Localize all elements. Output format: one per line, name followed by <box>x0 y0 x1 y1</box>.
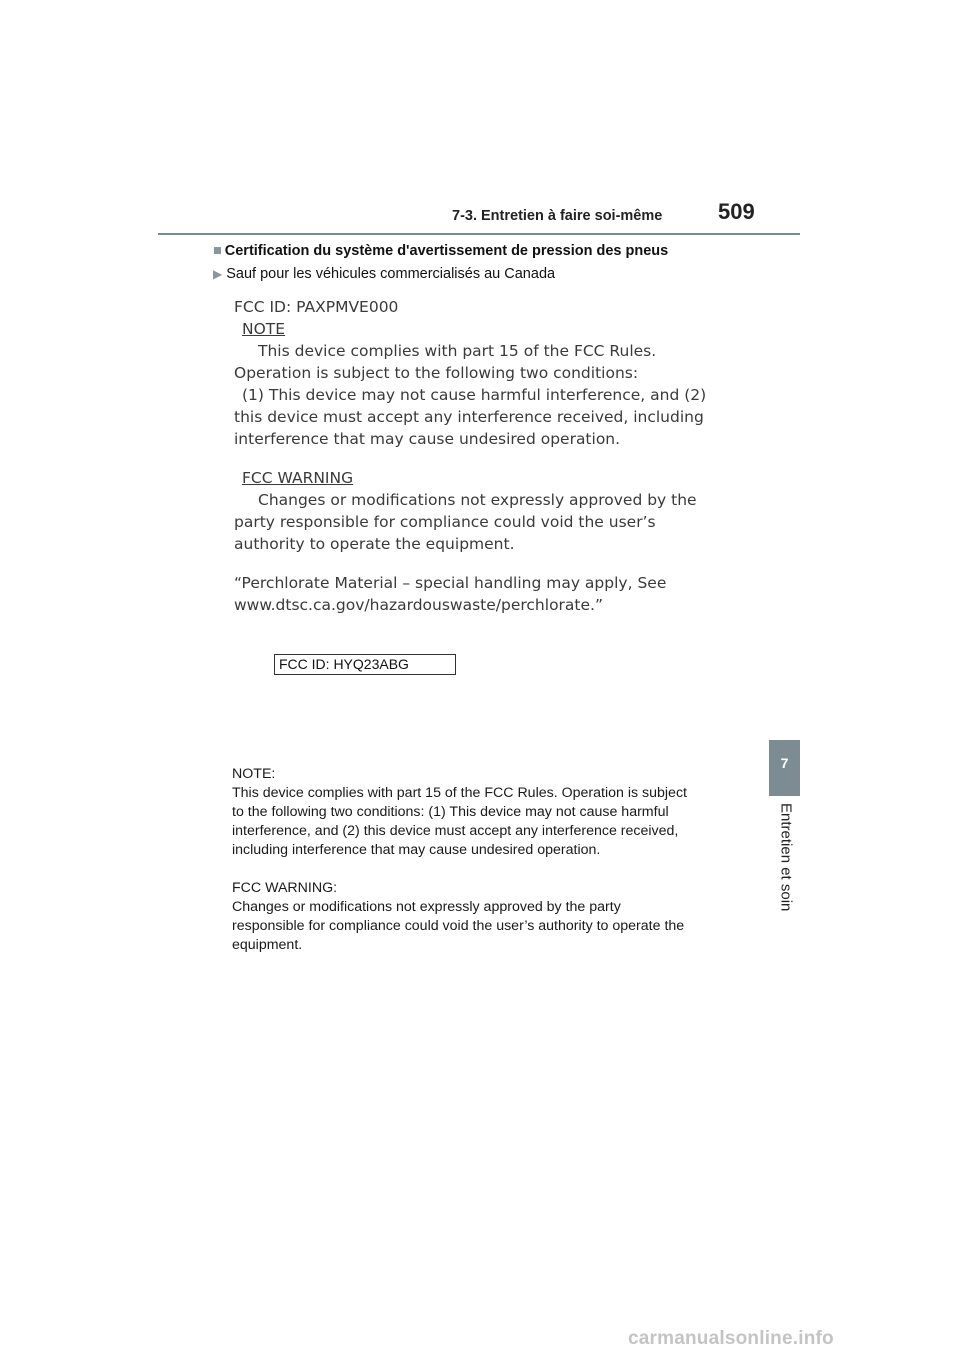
warning-line: equipment. <box>232 937 303 953</box>
note-line: Operation is subject to the following two conditions: <box>234 364 639 382</box>
note-line: interference that may cause undesired operation. <box>234 430 621 448</box>
warning-line: party responsible for compliance could void the user’s <box>234 513 656 531</box>
triangle-bullet-icon: ▶ <box>213 267 223 281</box>
fcc-label-image-1 <box>234 296 734 616</box>
section-heading-text: Certification du système d'avertissement de pression des pneus <box>224 243 669 259</box>
note-line: including interference that may cause undesired operation. <box>232 842 601 858</box>
perchlorate-line: “Perchlorate Material – special handling may apply, See <box>234 574 667 592</box>
chapter-tab-label: Entretien et soin <box>777 803 795 912</box>
warning-line: Changes or modifications not expressly approved by the <box>258 491 697 509</box>
note-line: This device complies with part 15 of the FCC Rules. Operation is subject <box>232 785 687 801</box>
page-number: 509 <box>718 199 755 224</box>
section-heading <box>213 243 668 259</box>
square-bullet-icon: ■ <box>213 243 222 259</box>
warning-line: authority to operate the equipment. <box>234 535 515 553</box>
fcc-id-line: FCC ID: PAXPMVE000 <box>234 298 399 316</box>
bullet-text: Sauf pour les véhicules commercialisés au Canada <box>226 266 556 282</box>
note-line: to the following two conditions: (1) This device may not cause harmful <box>232 804 669 820</box>
watermark: carmanualsonline.info <box>628 1328 834 1349</box>
warning-line: Changes or modifications not expressly approved by the party <box>232 899 621 915</box>
note-line: This device complies with part 15 of the FCC Rules. <box>258 342 657 360</box>
header-section-title: 7-3. Entretien à faire soi-même <box>452 208 663 224</box>
fcc-label-image-2 <box>232 765 742 955</box>
chapter-tab-number: 7 <box>780 755 789 771</box>
perchlorate-line: www.dtsc.ca.gov/hazardouswaste/perchlorate.” <box>234 596 603 614</box>
warning-line: responsible for compliance could void the user’s authority to operate the <box>232 918 685 934</box>
note-line: this device must accept any interference received, including <box>234 408 704 426</box>
fcc-id-box: FCC ID: HYQ23ABG <box>274 654 456 675</box>
note-title: NOTE: <box>232 766 276 782</box>
note-line: (1) This device may not cause harmful interference, and (2) <box>242 386 707 404</box>
note-line: interference, and (2) this device must accept any interference received, <box>232 823 679 839</box>
note-title: NOTE <box>242 320 286 338</box>
warning-title: FCC WARNING: <box>232 880 338 896</box>
header-divider <box>158 233 800 235</box>
warning-title: FCC WARNING <box>242 469 354 487</box>
bullet-item <box>213 266 555 282</box>
